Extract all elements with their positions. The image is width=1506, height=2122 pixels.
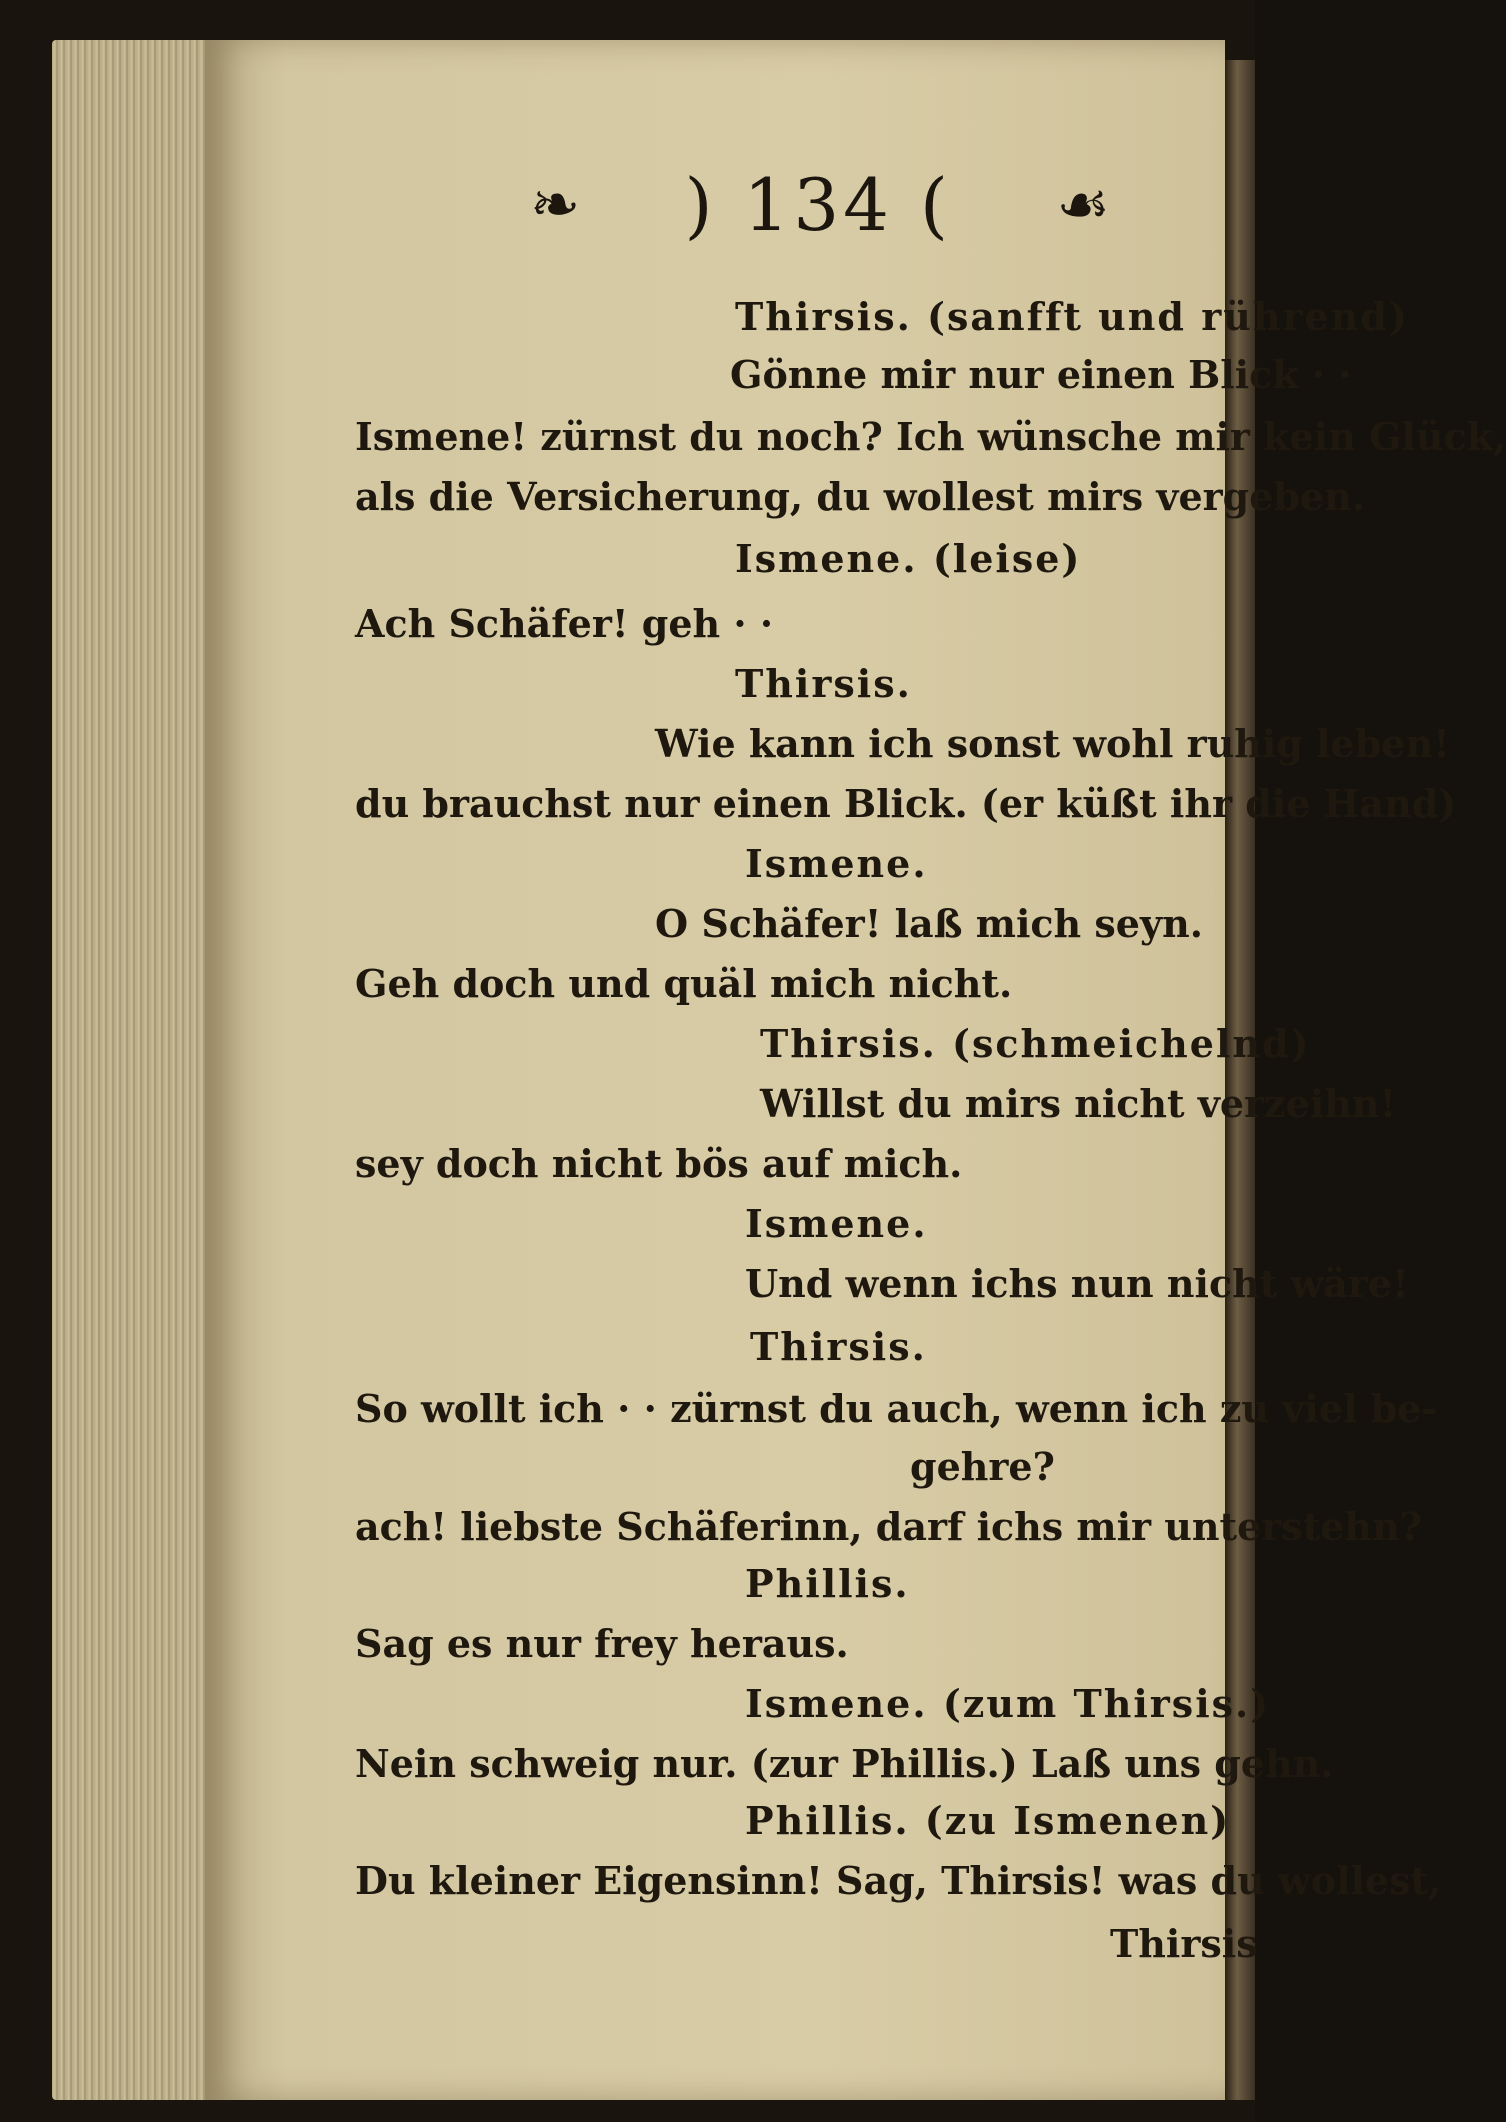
text-line: Thirsis. (sanfft und rührend) [735, 294, 1409, 339]
text-line: Ach Schäfer! geh · · [355, 601, 774, 646]
text-line: als die Versicherung, du wollest mirs vergeben. [355, 474, 1365, 519]
book-page [205, 40, 1225, 2100]
text-line: Ismene. [745, 1201, 928, 1246]
text-line: Gönne mir nur einen Blick · · [730, 352, 1352, 397]
text-line: Geh doch und quäl mich nicht. [355, 961, 1013, 1006]
text-line: sey doch nicht bös auf mich. [355, 1141, 963, 1186]
text-line: Thirsis. [735, 661, 912, 706]
text-line: Phillis. (zu Ismenen) [745, 1798, 1231, 1843]
page-edges [52, 40, 212, 2100]
text-line: Du kleiner Eigensinn! Sag, Thirsis! was du wollest, [355, 1858, 1442, 1903]
text-line: Sag es nur frey heraus. [355, 1621, 849, 1666]
text-line: du brauchst nur einen Blick. (er küßt ihr die Hand) [355, 781, 1457, 826]
text-line: Wie kann ich sonst wohl ruhig leben! [655, 721, 1450, 766]
text-line: Ismene. (leise) [735, 536, 1082, 581]
text-line: ach! liebste Schäferinn, darf ichs mir unterstehn? [355, 1504, 1422, 1549]
text-line: O Schäfer! laß mich seyn. [655, 901, 1203, 946]
text-line: Phillis. [745, 1561, 910, 1606]
text-line: Nein schweig nur. (zur Phillis.) Laß uns gehn. [355, 1741, 1334, 1786]
text-line: gehre? [910, 1444, 1055, 1489]
ornament-left-icon: ❧ [530, 170, 581, 240]
page-header [530, 150, 1110, 260]
text-line: Ismene. [745, 841, 928, 886]
text-line: Willst du mirs nicht verzeihn! [760, 1081, 1397, 1126]
catchword: Thirsis [1110, 1921, 1258, 1966]
page-number: ) 134 ( [684, 163, 952, 247]
text-line: Thirsis. (schmeichelnd) [760, 1021, 1311, 1066]
text-line: Ismene! zürnst du noch? Ich wünsche mir kein Glück, [355, 414, 1506, 459]
text-line: So wollt ich · · zürnst du auch, wenn ich zu viel be- [355, 1386, 1438, 1431]
ornament-right-icon: ☙ [1056, 170, 1110, 240]
text-line: Ismene. (zum Thirsis.) [745, 1681, 1271, 1726]
text-line: Und wenn ichs nun nicht wäre! [745, 1261, 1409, 1306]
text-line: Thirsis. [750, 1324, 927, 1369]
